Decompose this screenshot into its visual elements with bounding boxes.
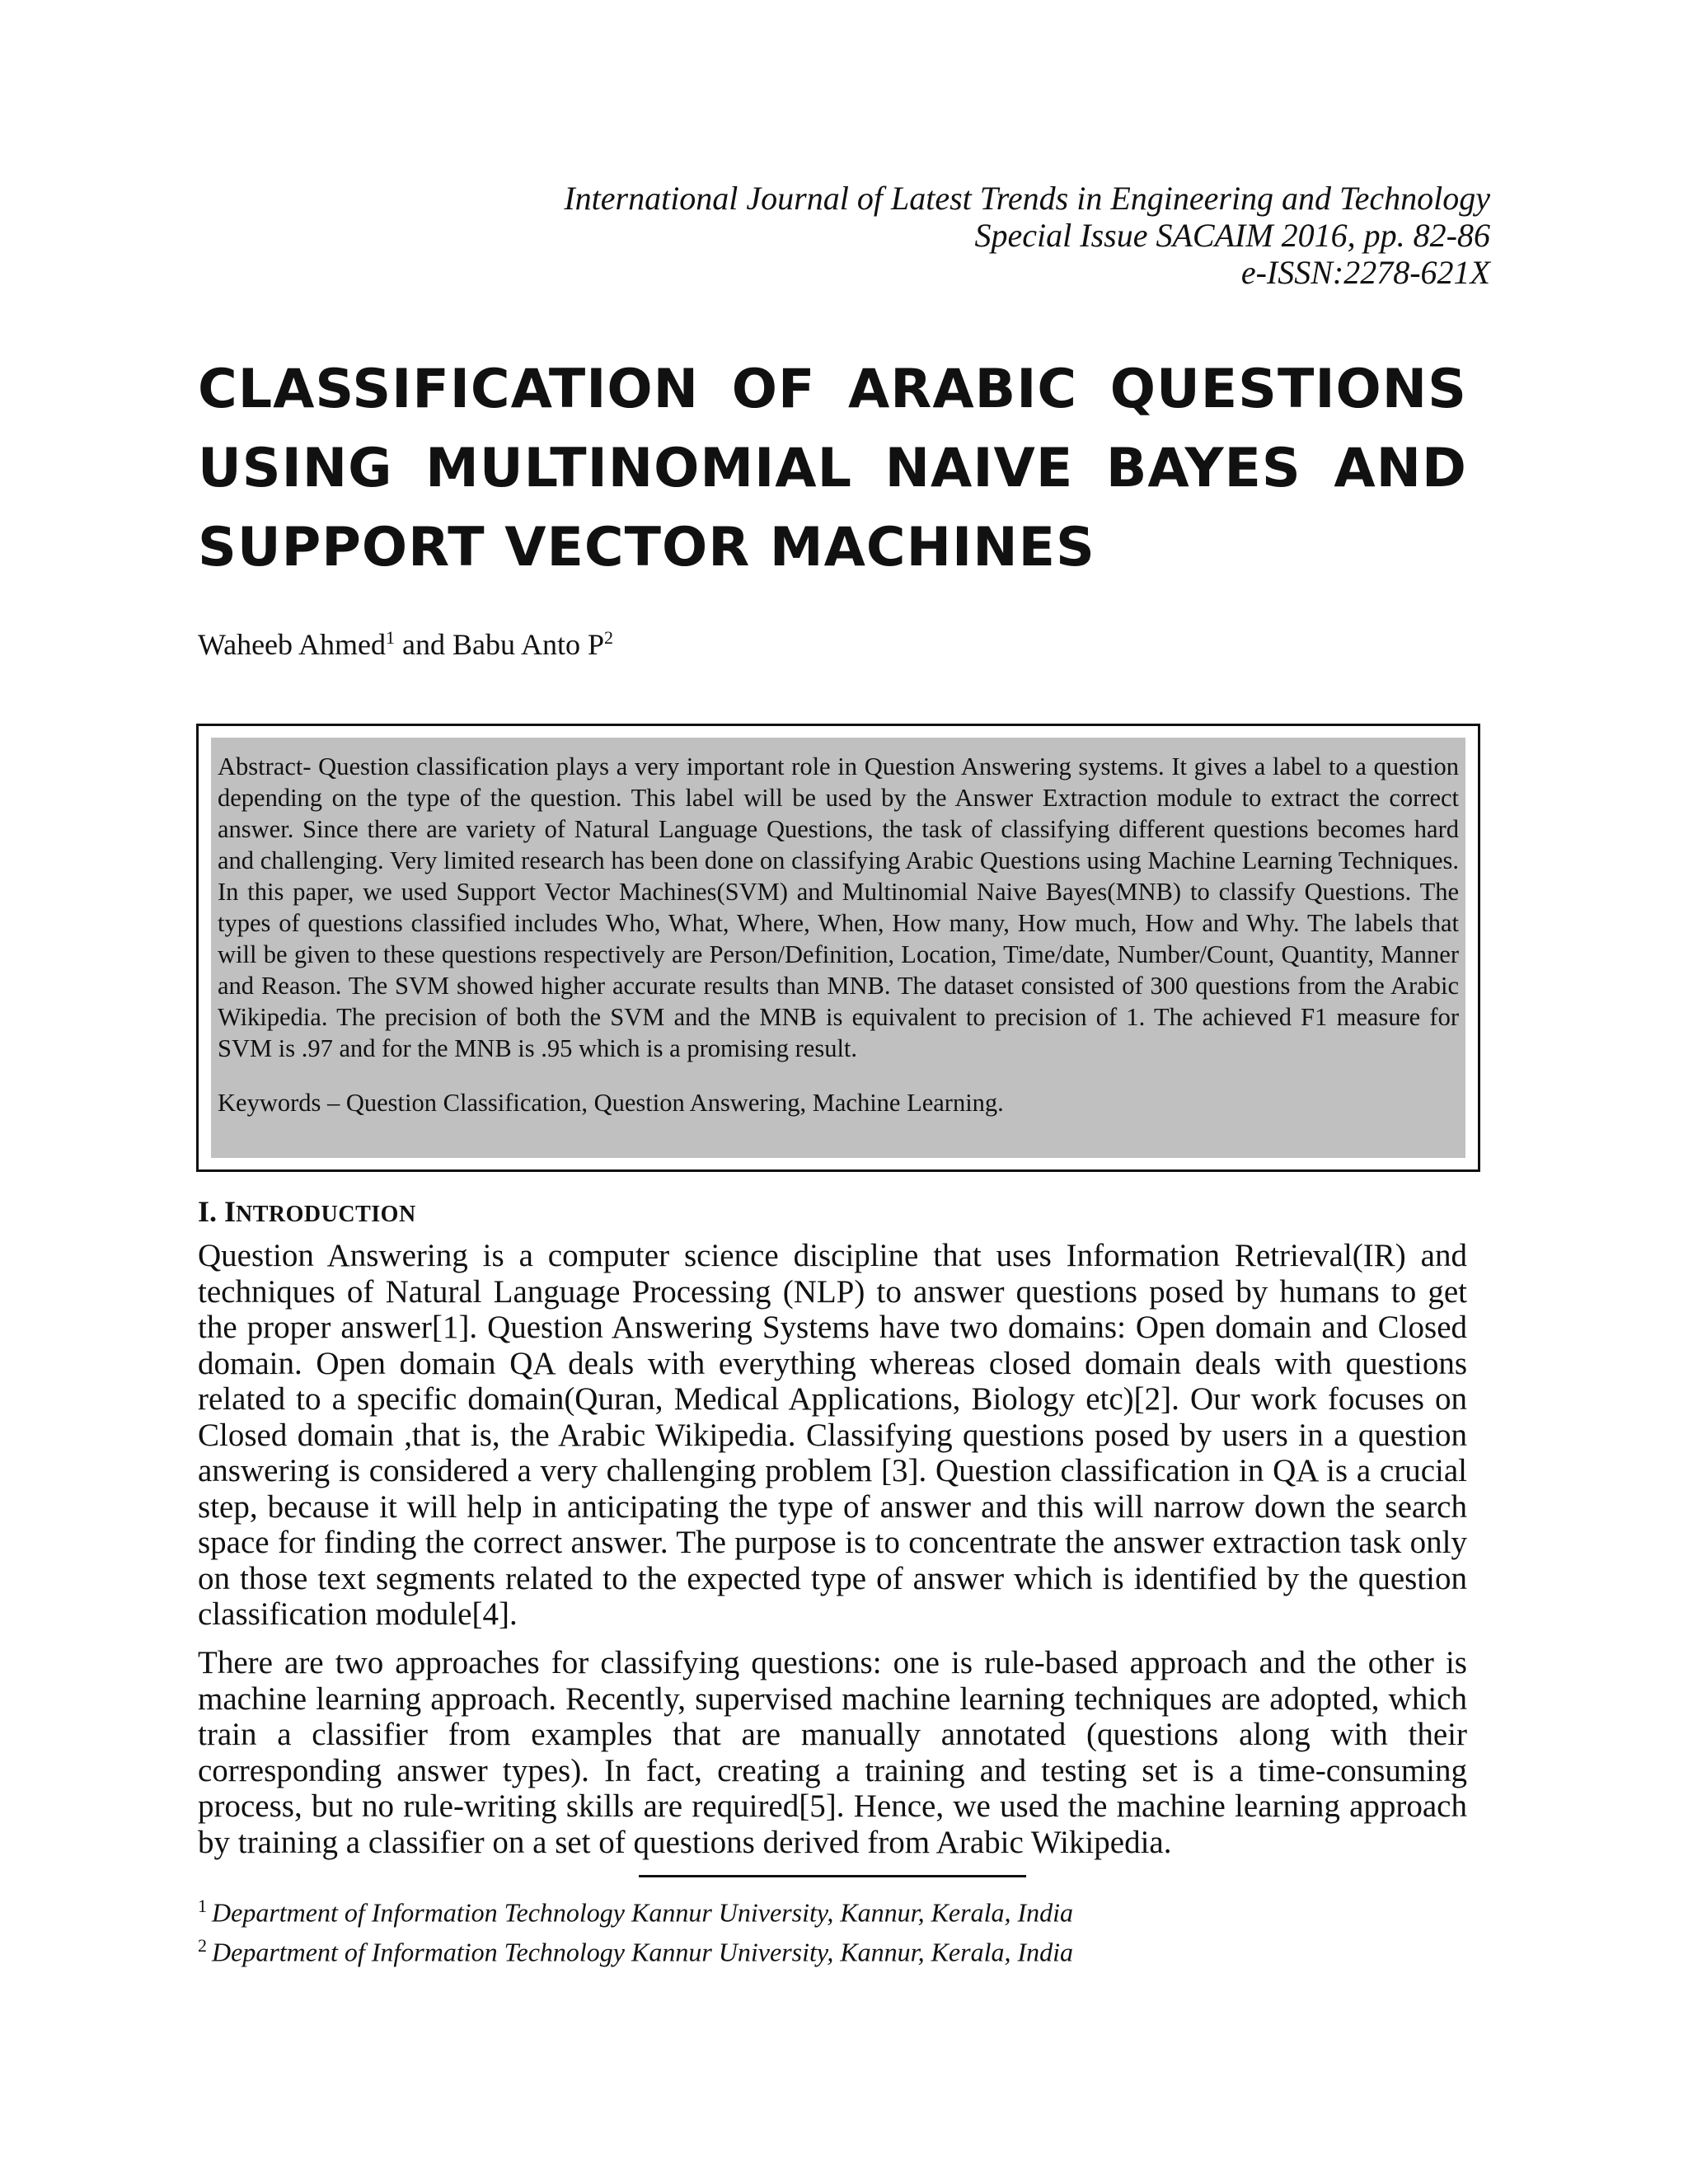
footnote-1-mark: 1 bbox=[198, 1896, 207, 1916]
journal-issn: e-ISSN:2278-621X bbox=[1240, 254, 1490, 291]
footnote-divider bbox=[639, 1875, 1026, 1877]
paper-title: CLASSIFICATION OF ARABIC QUESTIONS USING MULTINOMIAL NAIVE BAYES AND SUPPORT VECTOR MACHINES bbox=[198, 359, 1467, 579]
author-1: Waheeb Ahmed bbox=[198, 628, 387, 661]
intro-paragraph-1: Question Answering is a computer science discipline that uses Information Retrieval(IR) and techniques of Natural Language Processing (NLP) to answer questions posed by humans to get the proper answer[1]. Question Answering Systems have two domains: Open domain and Closed domain. Open domain QA deals with everything whereas closed domain deals with questions related to a specific domain(Quran, Medical Applications, Biology etc)[2]. Our work focuses on Closed domain ,that is, the Arabic Wikipedia. Classifying questions posed by users in a question answering is considered a very challenging problem [3]. Question classification in QA is a crucial step, because it will help in anticipating the type of answer and this will narrow down the search space for finding the correct answer. The purpose is to concentrate the answer extraction task only on those text segments related to the expected type of answer which is identified by the question classification module[4]. bbox=[198, 1238, 1467, 1632]
section-heading-introduction bbox=[198, 1195, 416, 1231]
abstract-shaded-panel bbox=[211, 738, 1465, 1158]
footnotes bbox=[198, 1890, 1073, 1968]
intro-paragraph-2: There are two approaches for classifying questions: one is rule-based approach and the other is machine learning approach. Recently, supervised machine learning techniques are adopted, which train a classifier from examples that are manually annotated (questions along with their corresponding answer types). In fact, creating a training and testing set is a time-consuming process, but no rule-writing skills are required[5]. Hence, we used the machine learning approach by training a classifier on a set of questions derived from Arabic Wikipedia. bbox=[198, 1645, 1467, 1860]
footnote-2 bbox=[198, 1929, 1073, 1969]
footnote-1-text: Department of Information Technology Kannur University, Kannur, Kerala, India bbox=[212, 1897, 1074, 1928]
author-2-affiliation-mark: 2 bbox=[604, 627, 614, 648]
abstract-box bbox=[196, 724, 1480, 1172]
journal-issue: Special Issue SACAIM 2016, pp. 82-86 bbox=[974, 217, 1490, 254]
footnote-2-text: Department of Information Technology Kannur University, Kannur, Kerala, India bbox=[212, 1937, 1074, 1967]
author-1-affiliation-mark: 1 bbox=[386, 627, 396, 648]
section-number: I. bbox=[198, 1195, 225, 1228]
keywords: Keywords – Question Classification, Question Answering, Machine Learning. bbox=[218, 1089, 1004, 1117]
section-initial: I bbox=[224, 1195, 237, 1228]
author-2: Babu Anto P bbox=[452, 628, 605, 661]
journal-name: International Journal of Latest Trends in Engineering and Technology bbox=[564, 180, 1490, 217]
abstract-text: Abstract- Question classification plays a very important role in Question Answering systems. It gives a label to a question depending on the type of the question. This label will be used by the Answer Extraction module to extract the correct answer. Since there are variety of Natural Language Questions, the task of classifying different questions becomes hard and challenging. Very limited research has been done on classifying Arabic Questions using Machine Learning Techniques. In this paper, we used Support Vector Machines(SVM) and Multinomial Naive Bayes(MNB) to classify Questions. The types of questions classified includes Who, What, Where, When, How many, How much, How and Why. The labels that will be given to these questions respectively are Person/Definition, Location, Time/date, Number/Count, Quantity, Manner and Reason. The SVM showed higher accurate results than MNB. The dataset consisted of 300 questions from the Arabic Wikipedia. The precision of both the SVM and the MNB is equivalent to precision of 1. The achieved F1 measure for SVM is .97 and for the MNB is .95 which is a promising result. bbox=[218, 752, 1459, 1062]
authors bbox=[198, 620, 613, 663]
section-title-rest: NTRODUCTION bbox=[236, 1202, 416, 1227]
author-conjunction: and bbox=[395, 628, 453, 661]
journal-header bbox=[198, 180, 1490, 291]
footnote-1 bbox=[198, 1890, 1073, 1929]
footnote-2-mark: 2 bbox=[198, 1934, 207, 1956]
